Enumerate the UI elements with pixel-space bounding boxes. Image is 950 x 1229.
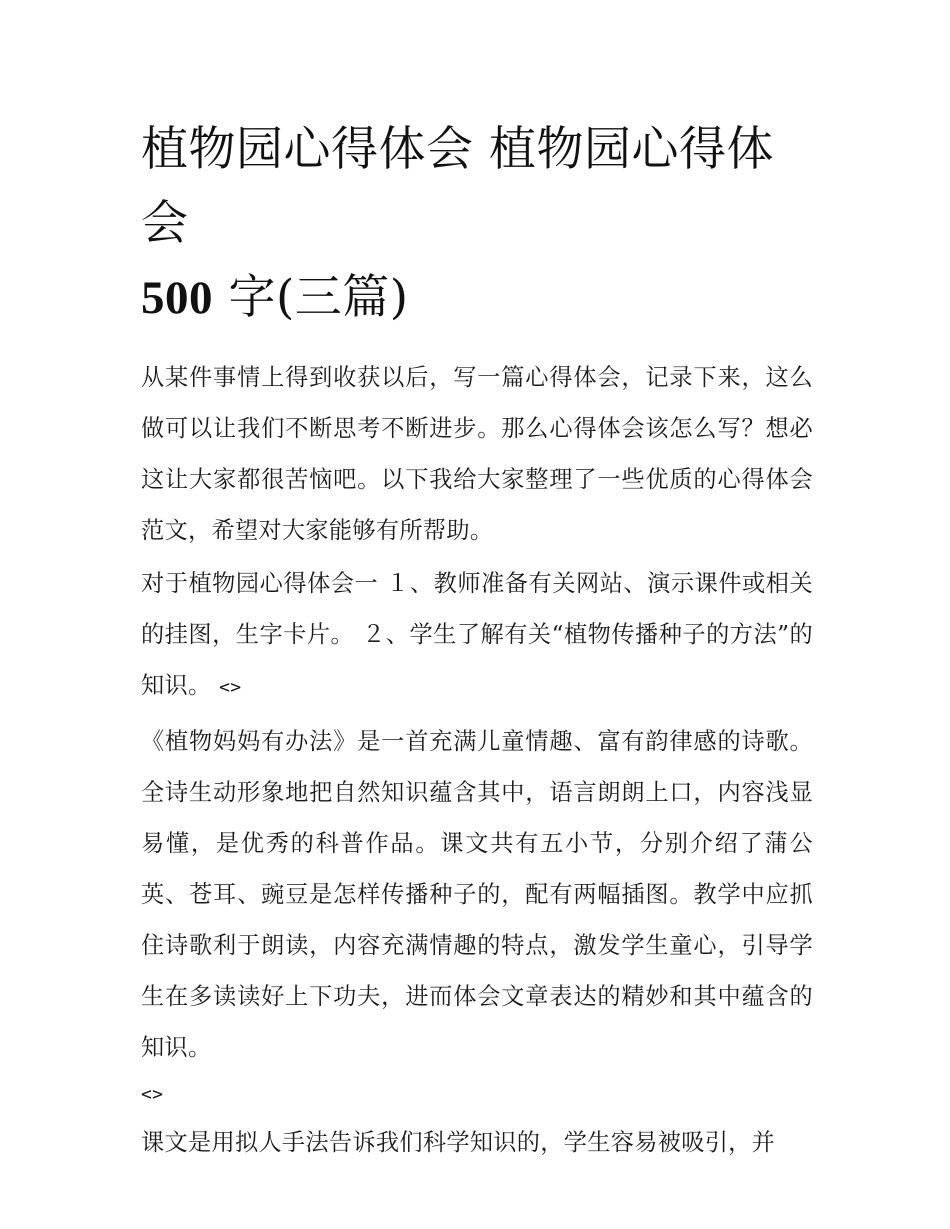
item-one-marker: <> <box>219 677 242 698</box>
document-title <box>141 113 813 335</box>
title-suffix: 字(三篇) <box>228 270 409 325</box>
poem-description-paragraph: 《植物妈妈有办法》是一首充满儿童情趣、富有韵律感的诗歌。全诗生动形象地把自然知识蕴含其中，语言朗朗上口，内容浅显易懂，是优秀的科普作品。课文共有五小节，分别介绍了蒲公英、苍耳、豌豆是怎样传播种子的，配有两幅插图。教学中应抓住诗歌利于朗读，内容充满情趣的特点，激发学生童心，引导学生在多读读好上下功夫，进而体会文章表达的精妙和其中蕴含的知识。 <box>141 728 813 1061</box>
title-number: 500 <box>141 272 213 324</box>
item-one-paragraph <box>141 558 813 713</box>
closing-paragraph: 课文是用拟人手法告诉我们科学知识的，学生容易被吸引，并 <box>141 1129 776 1156</box>
document-body <box>141 113 813 1168</box>
item-one-text: 对于植物园心得体会一 １、教师准备有关网站、演示课件或相关的挂图，生字卡片。 ２、学生了解有关“植物传播种子的方法”的知识。 <box>141 570 813 699</box>
title-text: 植物园心得体会 植物园心得体会 <box>141 122 774 251</box>
separator-marker: <> <box>141 1084 164 1105</box>
intro-paragraph: 从某件事情上得到收获以后，写一篇心得体会，记录下来，这么做可以让我们不断思考不断进步。那么心得体会该怎么写？想必这让大家都很苦恼吧。以下我给大家整理了一些优质的心得体会范文，希望对大家能够有所帮助。 <box>141 364 813 544</box>
